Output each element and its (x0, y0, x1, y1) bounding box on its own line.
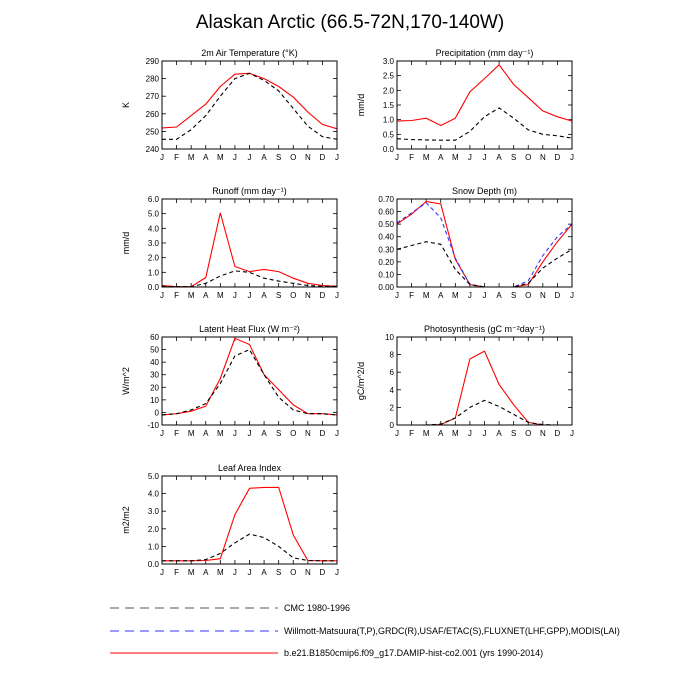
y-axis-label: gC/m^2/d (356, 361, 366, 401)
x-tick-label: A (438, 153, 444, 162)
x-tick-label: J (160, 568, 164, 577)
series-line-1 (397, 351, 572, 425)
x-tick-label: S (275, 153, 282, 162)
series-line-2 (162, 73, 337, 139)
x-tick-label: J (247, 429, 252, 438)
x-tick-label: N (539, 429, 546, 438)
x-tick-label: D (554, 153, 561, 162)
series-line-1 (162, 487, 337, 560)
x-tick-label: J (395, 291, 399, 300)
plot-frame (162, 199, 337, 287)
y-tick-label: 250 (145, 127, 159, 137)
x-tick-label: J (467, 429, 472, 438)
y-tick-label: 5.0 (147, 472, 159, 481)
x-tick-label: M (422, 291, 430, 300)
y-axis-label: m2/m2 (121, 506, 131, 534)
series-line-2 (397, 203, 572, 287)
plot-frame (162, 61, 337, 149)
y-tick-label: 0 (389, 421, 394, 430)
y-tick-label: 0.0 (147, 560, 159, 569)
x-tick-label: J (467, 291, 472, 300)
x-tick-label: A (261, 291, 267, 300)
y-tick-label: 50 (150, 345, 159, 355)
plot-frame (397, 337, 572, 425)
y-tick-label: 270 (145, 92, 159, 102)
x-tick-label: J (570, 291, 574, 300)
x-tick-label: D (554, 291, 561, 300)
x-tick-label: A (496, 291, 502, 300)
chart-panel-7 (121, 463, 339, 577)
plot-frame (397, 61, 572, 149)
y-tick-label: 0.40 (378, 232, 394, 242)
y-tick-label: 1.5 (382, 101, 394, 110)
x-tick-label: M (187, 568, 195, 577)
y-tick-label: 240 (145, 145, 159, 154)
y-tick-label: 2 (389, 403, 394, 413)
y-tick-label: 280 (145, 74, 159, 84)
x-tick-label: M (451, 291, 459, 300)
x-tick-label: S (510, 291, 517, 300)
chart-panel-5 (121, 324, 339, 438)
x-tick-label: J (570, 153, 574, 162)
x-tick-label: J (570, 429, 574, 438)
y-tick-label: 2.0 (147, 253, 159, 263)
x-tick-label: M (187, 153, 195, 162)
x-tick-label: A (261, 153, 267, 162)
y-tick-label: 10 (150, 395, 159, 405)
plot-frame (397, 199, 572, 287)
panel-title: Photosynthesis (gC m⁻²day⁻¹) (423, 324, 546, 334)
x-tick-label: J (482, 429, 487, 438)
x-tick-label: J (335, 429, 339, 438)
x-tick-label: O (525, 429, 532, 438)
x-tick-label: A (203, 153, 209, 162)
series-line-1 (162, 73, 337, 129)
y-tick-label: 20 (150, 383, 159, 393)
chart-panel-3 (121, 186, 339, 300)
chart-panels (121, 48, 574, 577)
panel-title: Snow Depth (m) (451, 186, 518, 196)
y-tick-label: 10 (385, 333, 394, 342)
y-tick-label: 2.0 (382, 86, 394, 96)
y-tick-label: 0 (154, 408, 159, 418)
series-line-2 (397, 108, 572, 140)
x-tick-label: J (335, 291, 339, 300)
series-line-2 (162, 534, 337, 561)
chart-panel-6 (356, 324, 574, 438)
x-tick-label: D (554, 429, 561, 438)
y-tick-label: 4.0 (147, 224, 159, 234)
chart-panel-2 (356, 48, 574, 162)
y-axis-label: W/m^2 (121, 367, 131, 395)
y-tick-label: 0.10 (378, 270, 394, 280)
y-axis-label: K (121, 101, 131, 109)
y-tick-label: -10 (147, 421, 159, 430)
y-tick-label: 0.0 (147, 283, 159, 292)
y-tick-label: 1.0 (147, 542, 159, 552)
series-line-1 (162, 338, 337, 415)
y-tick-label: 8 (389, 350, 394, 360)
x-tick-label: N (304, 153, 311, 162)
chart-panel-1 (121, 48, 339, 162)
x-tick-label: O (290, 153, 297, 162)
x-tick-label: O (290, 568, 297, 577)
series-line-1 (162, 213, 337, 287)
x-tick-label: S (510, 429, 517, 438)
x-tick-label: M (216, 568, 224, 577)
y-tick-label: 40 (150, 358, 159, 368)
y-tick-label: 30 (150, 370, 159, 380)
x-tick-label: O (525, 291, 532, 300)
x-tick-label: J (232, 291, 237, 300)
x-tick-label: M (187, 429, 195, 438)
legend-label-3: b.e21.B1850cmip6.f09_g17.DAMIP-hist-co2.001 (yrs 1990-2014) (284, 648, 544, 658)
x-tick-label: A (438, 429, 444, 438)
x-tick-label: N (304, 429, 311, 438)
x-tick-label: D (319, 291, 326, 300)
y-axis-label: mm/d (356, 93, 366, 117)
y-tick-label: 1.0 (382, 115, 394, 125)
x-tick-label: F (174, 291, 180, 300)
y-tick-label: 0.20 (378, 257, 394, 267)
x-tick-label: F (409, 153, 415, 162)
y-tick-label: 0.00 (378, 283, 394, 292)
legend-label-2: Willmott-Matsuura(T,P),GRDC(R),USAF/ETAC(S),FLUXNET(LHF,GPP),MODIS(LAI) (284, 626, 620, 636)
x-tick-label: F (409, 291, 415, 300)
x-tick-label: J (467, 153, 472, 162)
x-tick-label: D (319, 429, 326, 438)
panel-title: Leaf Area Index (217, 463, 282, 473)
x-tick-label: M (187, 291, 195, 300)
x-tick-label: S (275, 429, 282, 438)
x-tick-label: J (160, 291, 164, 300)
x-tick-label: A (496, 429, 502, 438)
x-tick-label: J (160, 153, 164, 162)
x-tick-label: S (275, 568, 282, 577)
x-tick-label: O (290, 291, 297, 300)
y-tick-label: 6 (389, 368, 394, 378)
x-tick-label: J (335, 568, 339, 577)
chart-panel-4 (378, 186, 574, 300)
series-line-1 (397, 65, 572, 126)
y-tick-label: 3.0 (147, 507, 159, 517)
x-tick-label: M (451, 429, 459, 438)
x-tick-label: J (395, 153, 399, 162)
panel-title: Runoff (mm day⁻¹) (212, 186, 287, 196)
x-tick-label: N (539, 153, 546, 162)
x-tick-label: F (174, 568, 180, 577)
x-tick-label: A (203, 291, 209, 300)
panel-title: 2m Air Temperature (°K) (201, 48, 298, 58)
x-tick-label: J (482, 291, 487, 300)
x-tick-label: J (395, 429, 399, 438)
legend-label-1: CMC 1980-1996 (284, 603, 351, 613)
y-tick-label: 3.0 (382, 57, 394, 66)
y-tick-label: 2.0 (147, 524, 159, 534)
x-tick-label: N (539, 291, 546, 300)
y-tick-label: 260 (145, 109, 159, 119)
x-tick-label: O (525, 153, 532, 162)
x-tick-label: N (304, 291, 311, 300)
y-tick-label: 0.70 (378, 195, 394, 204)
x-tick-label: M (422, 429, 430, 438)
x-tick-label: J (247, 568, 252, 577)
x-tick-label: A (438, 291, 444, 300)
x-tick-label: A (261, 568, 267, 577)
x-tick-label: J (335, 153, 339, 162)
y-tick-label: 0.5 (382, 130, 394, 140)
x-tick-label: F (409, 429, 415, 438)
x-tick-label: O (290, 429, 297, 438)
y-tick-label: 0.60 (378, 207, 394, 217)
x-tick-label: A (496, 153, 502, 162)
y-tick-label: 4.0 (147, 489, 159, 499)
y-tick-label: 6.0 (147, 195, 159, 204)
x-tick-label: J (232, 429, 237, 438)
x-tick-label: J (232, 153, 237, 162)
panel-title: Precipitation (mm day⁻¹) (435, 48, 534, 58)
x-tick-label: M (451, 153, 459, 162)
x-tick-label: S (275, 291, 282, 300)
y-axis-label: mm/d (121, 231, 131, 255)
y-tick-label: 4 (389, 385, 394, 395)
x-tick-label: J (247, 291, 252, 300)
x-tick-label: M (422, 153, 430, 162)
series-line-2 (162, 350, 337, 415)
x-tick-label: A (261, 429, 267, 438)
x-tick-label: J (482, 153, 487, 162)
y-tick-label: 290 (145, 57, 159, 66)
y-tick-label: 0.50 (378, 220, 394, 230)
x-tick-label: M (216, 291, 224, 300)
y-tick-label: 0.30 (378, 245, 394, 255)
series-line-3 (397, 242, 572, 287)
x-tick-label: S (510, 153, 517, 162)
x-tick-label: M (216, 153, 224, 162)
x-tick-label: A (203, 429, 209, 438)
y-tick-label: 60 (150, 333, 159, 342)
x-tick-label: M (216, 429, 224, 438)
x-tick-label: A (203, 568, 209, 577)
x-tick-label: D (319, 568, 326, 577)
y-tick-label: 5.0 (147, 209, 159, 219)
y-tick-label: 3.0 (147, 239, 159, 248)
legend (110, 603, 620, 658)
panel-title: Latent Heat Flux (W m⁻²) (199, 324, 300, 334)
x-tick-label: D (319, 153, 326, 162)
x-tick-label: J (160, 429, 164, 438)
x-tick-label: J (247, 153, 252, 162)
x-tick-label: F (174, 153, 180, 162)
figure-title: Alaskan Arctic (66.5-72N,170-140W) (195, 12, 505, 33)
series-line-1 (397, 202, 572, 288)
x-tick-label: N (304, 568, 311, 577)
x-tick-label: J (232, 568, 237, 577)
y-tick-label: 2.5 (382, 71, 394, 81)
x-tick-label: F (174, 429, 180, 438)
y-tick-label: 0.0 (382, 145, 394, 154)
y-tick-label: 1.0 (147, 268, 159, 278)
